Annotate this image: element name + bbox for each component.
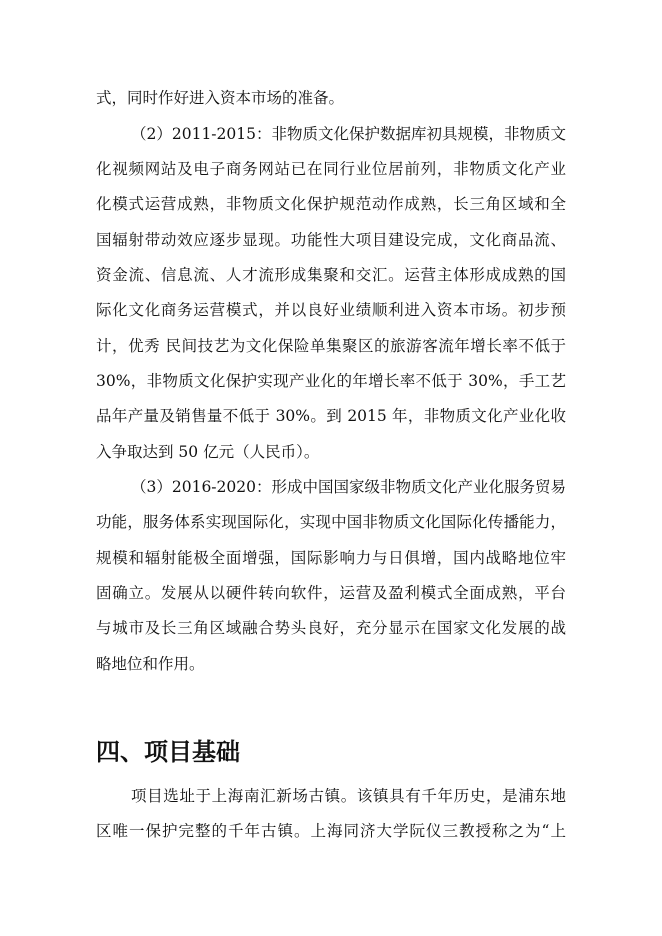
section-heading: 四、项目基础 (96, 738, 240, 766)
text-line: 资金流、信息流、人才流形成集聚和交汇。运营主体形成成熟的国 (96, 266, 566, 284)
text-line: 30%，非物质文化保护实现产业化的年增长率不低于 30%，手工艺 (96, 372, 566, 390)
text-line: 与城市及长三角区域融合势头良好，充分显示在国家文化发展的战 (96, 619, 566, 637)
text-line: 式，同时作好进入资本市场的准备。 (96, 89, 345, 107)
text-line: 化模式运营成熟，非物质文化保护规范动作成熟，长三角区域和全 (96, 195, 566, 213)
text-line: （2）2011-2015：非物质文化保护数据库初具规模，非物质文 (131, 125, 566, 143)
text-line: 入争取达到 50 亿元（人民币）。 (96, 443, 320, 461)
text-line: 区唯一保护完整的千年古镇。上海同济大学阮仪三教授称之为“上 (96, 822, 566, 840)
text-line: 品年产量及销售量不低于 30%。到 2015 年，非物质文化产业化收 (96, 407, 566, 425)
text-line: （3）2016-2020：形成中国国家级非物质文化产业化服务贸易 (131, 478, 566, 496)
text-line: 功能，服务体系实现国际化，实现中国非物质文化国际化传播能力， (96, 513, 566, 531)
text-line: 略地位和作用。 (96, 655, 205, 673)
text-line: 项目选址于上海南汇新场古镇。该镇具有千年历史，是浦东地 (131, 787, 566, 805)
text-line: 计，优秀 民间技艺为文化保险单集聚区的旅游客流年增长率不低于 (96, 337, 566, 355)
text-line: 国辐射带动效应逐步显现。功能性大项目建设完成，文化商品流、 (96, 231, 566, 249)
text-line: 固确立。发展从以硬件转向软件，运营及盈利模式全面成熟，平台 (96, 584, 566, 602)
text-line: 际化文化商务运营模式，并以良好业绩顺利进入资本市场。初步预 (96, 301, 566, 319)
text-line: 规模和辐射能极全面增强，国际影响力与日俱增，国内战略地位牢 (96, 549, 566, 567)
text-line: 化视频网站及电子商务网站已在同行业位居前列，非物质文化产业 (96, 160, 566, 178)
